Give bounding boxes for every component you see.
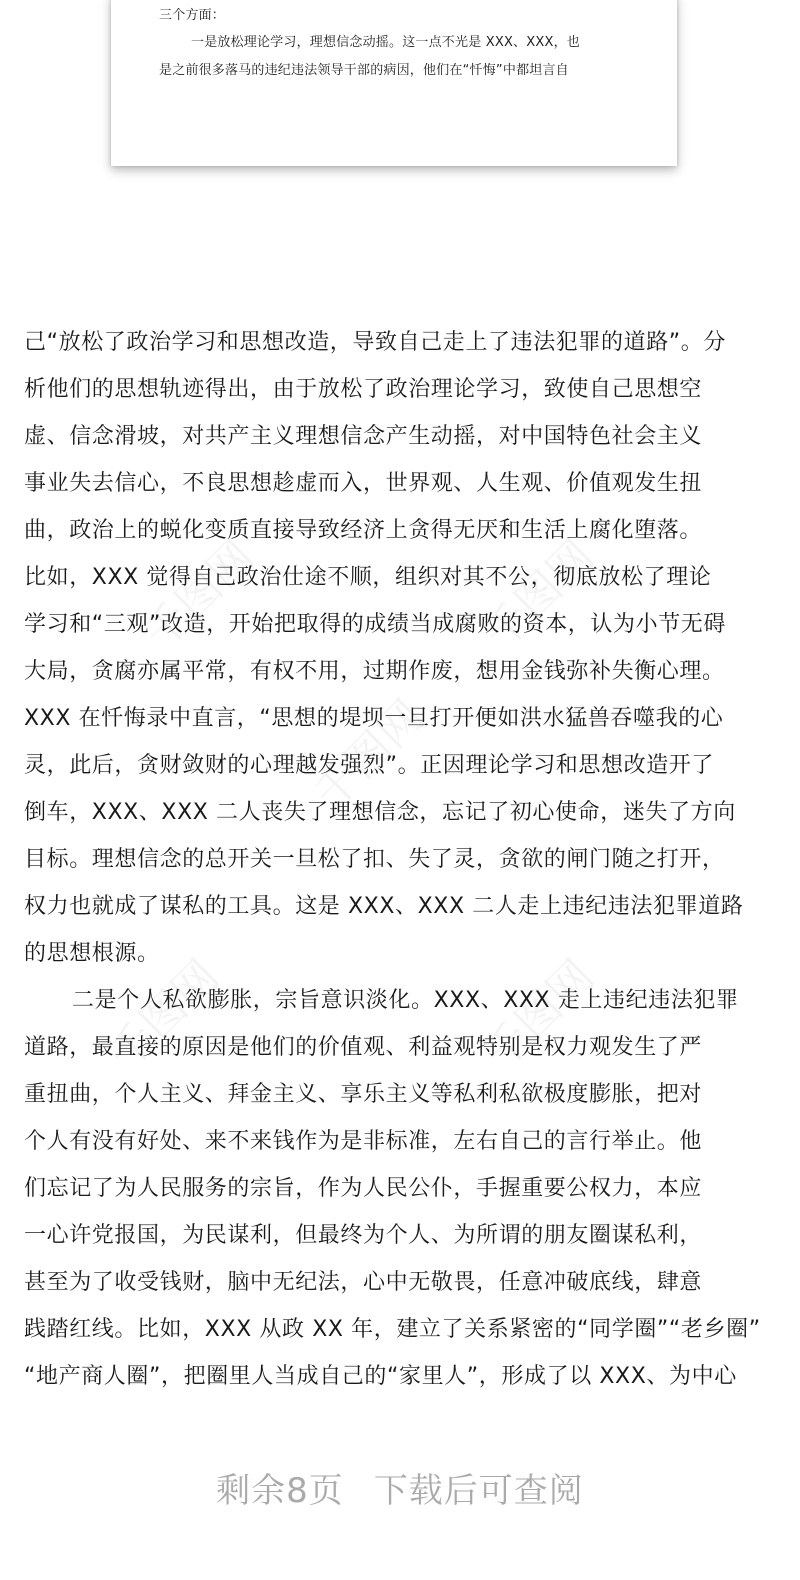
text-line: 道路，最直接的原因是他们的价值观、利益观特别是权力观发生了严: [24, 1035, 703, 1060]
text-line: 学习和“三观”改造，开始把取得的成绩当成腐败的资本，认为小节无碍: [24, 612, 726, 637]
document-body: [24, 327, 776, 1408]
text-line: 事业失去信心，不良思想趁虚而入，世界观、人生观、价值观发生扭: [24, 471, 703, 496]
text-line: 虚、信念滑坡，对共产主义理想信念产生动摇，对中国特色社会主义: [24, 424, 703, 449]
watermark: 千图网: [134, 530, 264, 660]
text-line: 灵，此后，贪财敛财的心理越发强烈”。正因理论学习和思想改造开了: [24, 753, 714, 778]
watermark: 千图网: [474, 950, 604, 1080]
text-line: 析他们的思想轨迹得出，由于放松了政治理论学习，致使自己思想空: [24, 377, 703, 402]
text-line: 践踏红线。比如，XXX 从政 XX 年，建立了关系紧密的“同学圈”“老乡圈”: [24, 1317, 761, 1342]
download-to-view-label: 下载后可查阅: [373, 1471, 584, 1511]
text-line: 曲，政治上的蜕化变质直接导致经济上贪得无厌和生活上腐化堕落。: [24, 518, 703, 543]
text-line: 一心许党报国，为民谋利，但最终为个人、为所谓的朋友圈谋私利，: [24, 1223, 703, 1248]
preview-line: 三个方面：: [159, 8, 226, 23]
text-line: 个人有没有好处、来不来钱作为是非标准，左右自己的言行举止。他: [24, 1129, 703, 1154]
text-line: 权力也就成了谋私的工具。这是 XXX、XXX 二人走上违纪违法犯罪道路: [24, 894, 744, 919]
text-line: 重扭曲，个人主义、拜金主义、享乐主义等私利私欲极度膨胀，把对: [24, 1082, 703, 1107]
text-line: 们忘记了为人民服务的宗旨，作为人民公仆，手握重要公权力，本应: [24, 1176, 703, 1201]
text-line: “地产商人圈”，把圈里人当成自己的“家里人”，形成了以 XXX、为中心: [24, 1364, 737, 1389]
text-line: 的思想根源。: [24, 941, 160, 966]
remaining-pages-label: 剩余8页: [216, 1471, 344, 1511]
watermark: 千图网: [99, 950, 229, 1080]
text-line: 倒车，XXX、XXX 二人丧失了理想信念，忘记了初心使命，迷失了方向: [24, 800, 736, 825]
text-line: 己“放松了政治学习和思想改造，导致自己走上了违法犯罪的道路”。分: [24, 330, 726, 355]
preview-line: 一是放松理论学习，理想信念动摇。这一点不光是 XXX、XXX，也: [191, 35, 580, 50]
text-line: 大局，贪腐亦属平常，有权不用，过期作废，想用金钱弥补失衡心理。: [24, 659, 725, 684]
page-preview-card: [111, 0, 677, 166]
text-line: 比如，XXX 觉得自己政治仕途不顺，组织对其不公，彻底放松了理论: [24, 565, 712, 590]
preview-line: 是之前很多落马的违纪违法领导干部的病因，他们在“忏悔”中都坦言自: [159, 63, 569, 78]
watermark: 千图网: [474, 530, 604, 660]
text-line: XXX 在忏悔录中直言，“思想的堤坝一旦打开便如洪水猛兽吞噬我的心: [24, 706, 724, 731]
watermark: 千图网: [304, 690, 434, 820]
text-line: 目标。理想信念的总开关一旦松了扣、失了灵，贪欲的闸门随之打开，: [24, 847, 725, 872]
text-line: 甚至为了收受钱财，脑中无纪法，心中无敬畏，任意冲破底线，肆意: [24, 1270, 703, 1295]
paragraph-start-line: 二是个人私欲膨胀，宗旨意识淡化。XXX、XXX 走上违纪违法犯罪: [72, 988, 739, 1013]
remaining-pages-notice[interactable]: [0, 1466, 800, 1516]
